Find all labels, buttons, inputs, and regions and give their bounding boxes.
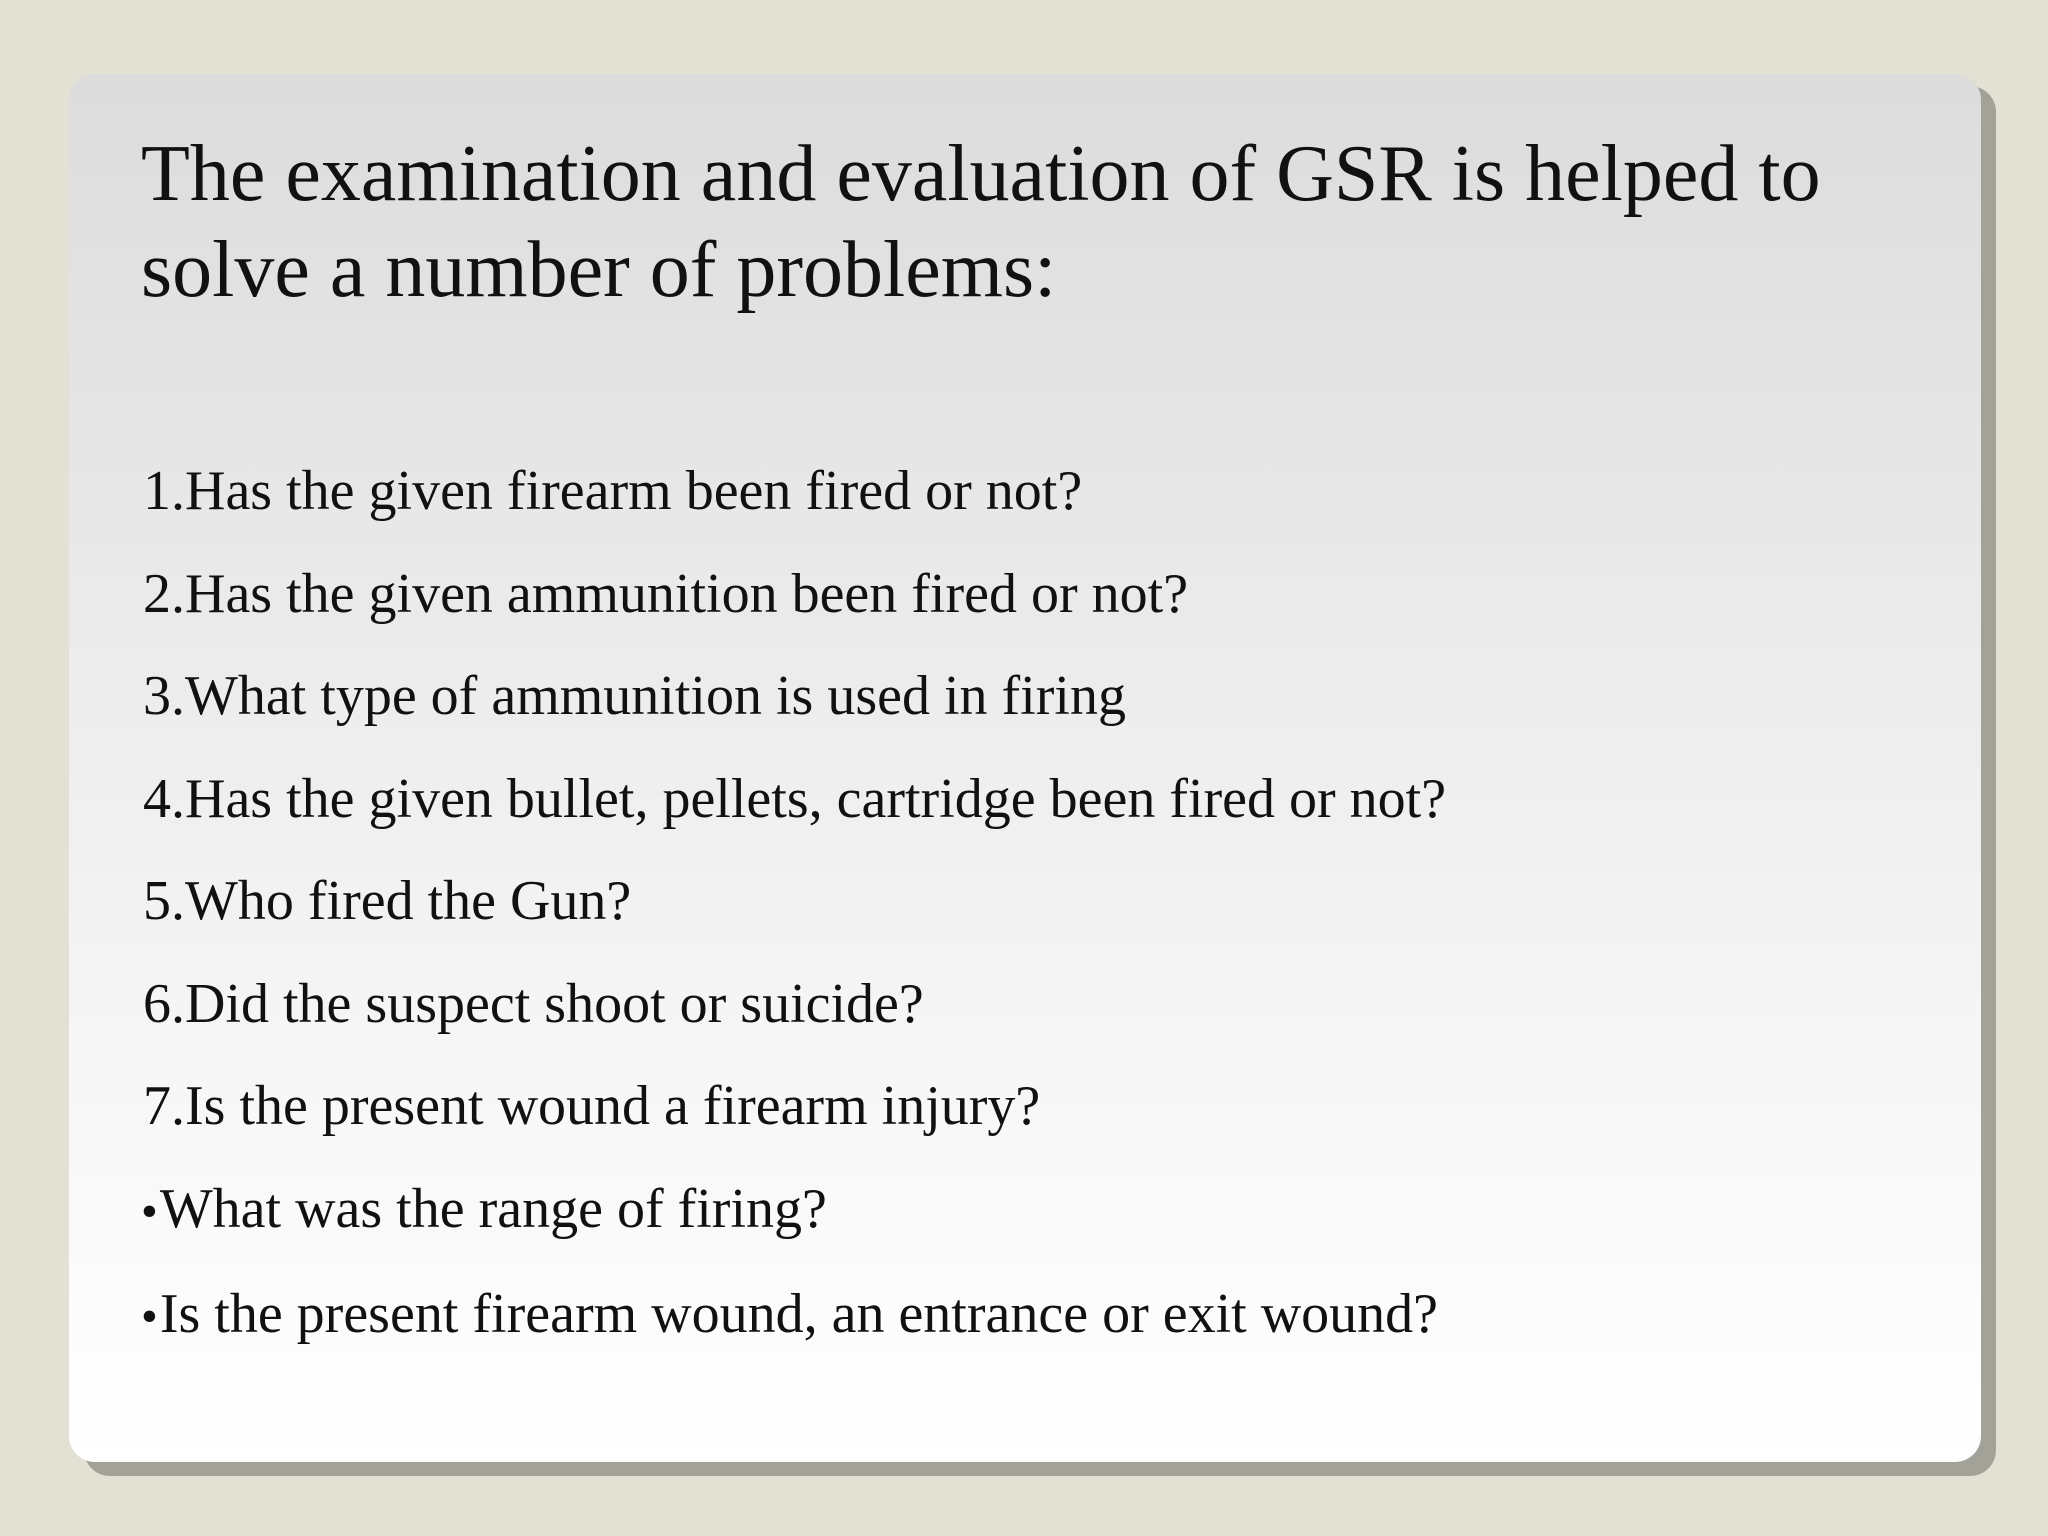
list-item-text: 2.Has the given ammunition been fired or not? xyxy=(143,562,1189,625)
bullet-icon: • xyxy=(141,1290,158,1343)
list-item xyxy=(141,440,1911,543)
list-item xyxy=(141,1055,1911,1158)
slide-title-line-1: The examination and evaluation of GSR is helped to xyxy=(141,130,1821,218)
slide-title-line-2: solve a number of problems: xyxy=(141,226,1057,314)
list-item xyxy=(141,645,1911,748)
list-item-text: 6.Did the suspect shoot or suicide? xyxy=(143,972,924,1035)
list-item xyxy=(141,543,1911,646)
list-item-text: 3.What type of ammunition is used in firing xyxy=(143,665,1126,727)
bullet-icon: • xyxy=(141,1184,158,1238)
list-item-text: Is the present firearm wound, an entrance or exit wound? xyxy=(159,1283,1438,1345)
problem-list xyxy=(141,440,1911,1369)
list-item-text: 1.Has the given firearm been fired or not? xyxy=(143,460,1083,522)
list-item xyxy=(141,748,1911,851)
list-item xyxy=(141,850,1911,953)
list-item xyxy=(141,1263,1911,1369)
list-item-text: 7.Is the present wound a firearm injury? xyxy=(143,1075,1041,1137)
list-item-text: 5.Who fired the Gun? xyxy=(143,870,632,932)
slide-title xyxy=(141,126,1911,318)
list-item-text: What was the range of firing? xyxy=(159,1177,827,1240)
list-item xyxy=(141,1158,1911,1264)
list-item xyxy=(141,953,1911,1056)
slide xyxy=(69,74,1981,1462)
list-item-text: 4.Has the given bullet, pellets, cartridge been fired or not? xyxy=(143,767,1447,830)
